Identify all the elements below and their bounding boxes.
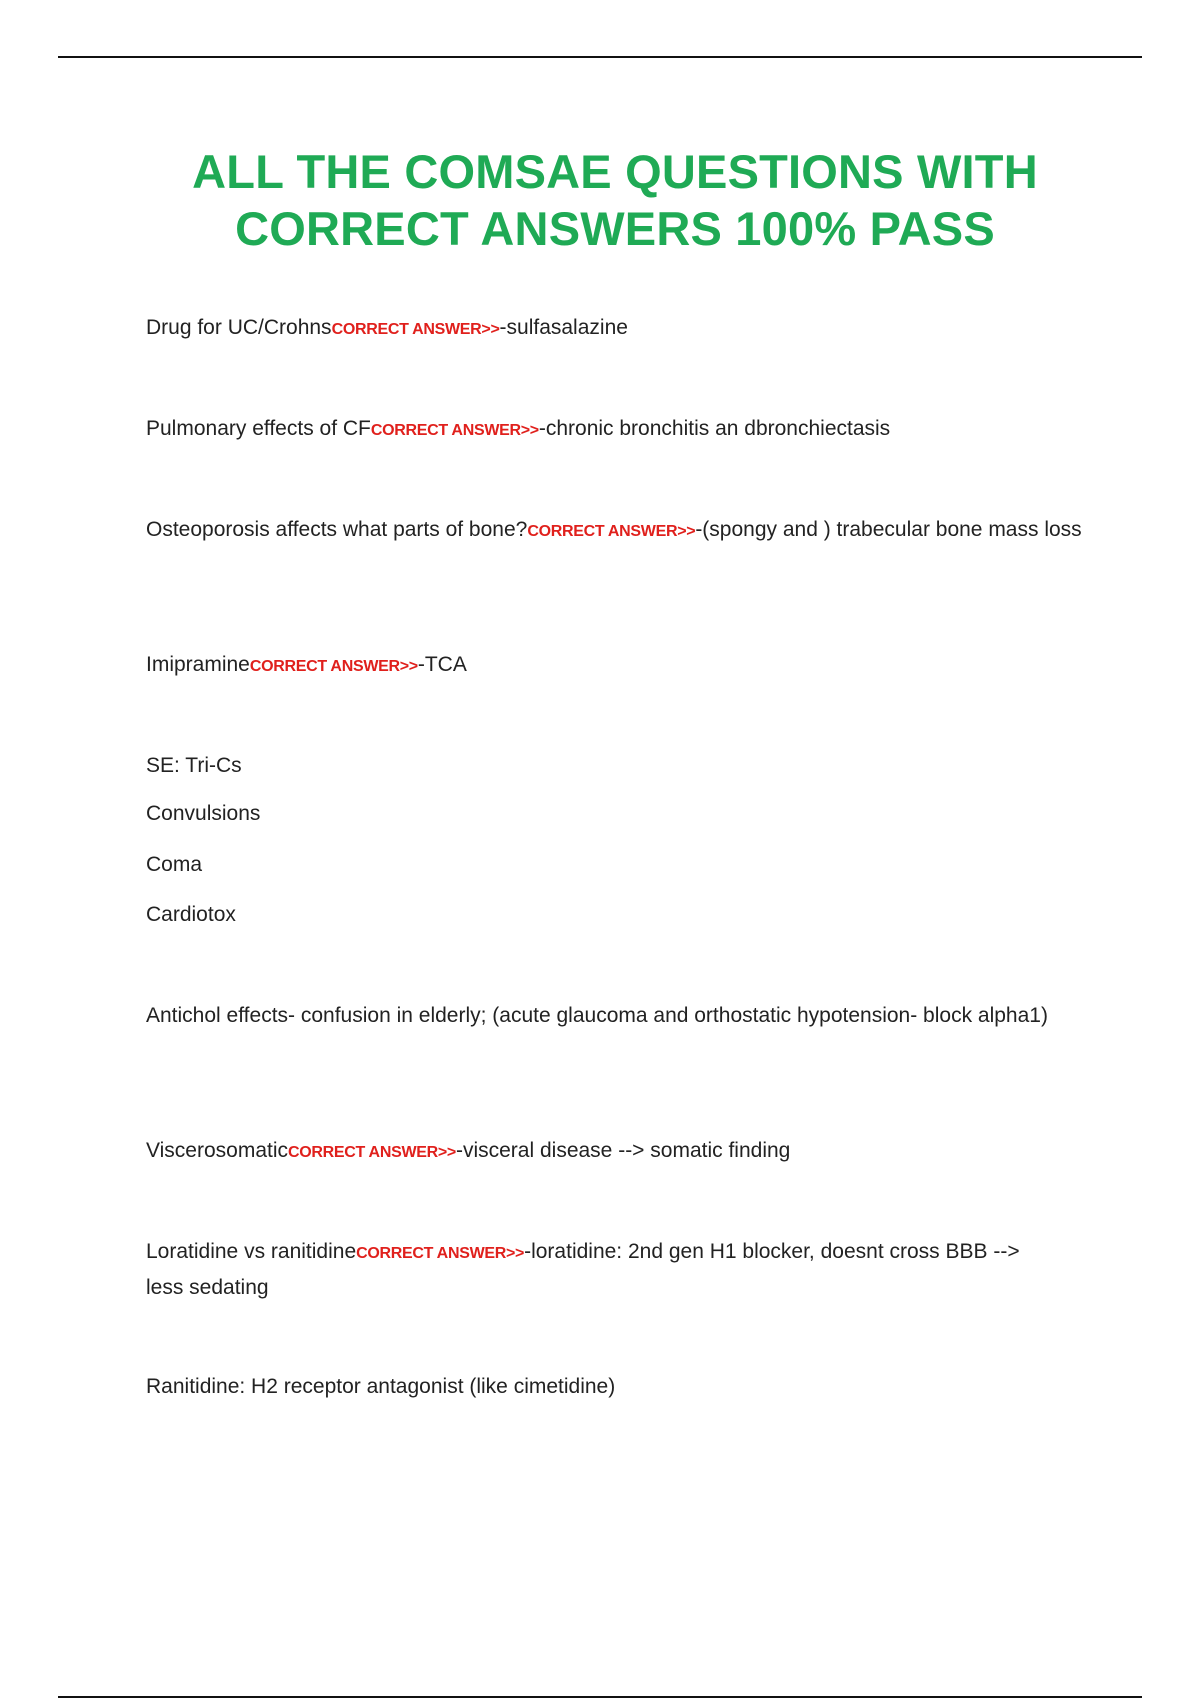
title-line-2: CORRECT ANSWERS 100% PASS	[235, 202, 995, 255]
qa-entry	[146, 513, 1086, 549]
correct-answer-marker: CORRECT ANSWER>>	[370, 422, 539, 439]
question-text: Osteoporosis affects what parts of bone?	[146, 518, 528, 541]
title-line-1: ALL THE COMSAE QUESTIONS WITH	[192, 145, 1038, 198]
header-rule	[58, 56, 1142, 58]
question-text: Loratidine vs ranitidine	[146, 1240, 357, 1263]
answer-text: -TCA	[417, 653, 467, 676]
answer-text: -loratidine: 2nd gen H1 blocker, doesnt cross BBB --> less sedating	[146, 1240, 1020, 1299]
question-text: Viscerosomatic	[146, 1139, 288, 1162]
answer-text: -sulfasalazine	[499, 316, 628, 339]
answer-text: -visceral disease --> somatic finding	[455, 1139, 791, 1162]
footer-rule	[58, 1696, 1142, 1698]
correct-answer-marker: CORRECT ANSWER>>	[288, 1144, 456, 1161]
qa-entry	[146, 1235, 1046, 1305]
correct-answer-marker: CORRECT ANSWER>>	[331, 321, 500, 338]
side-effect-item: Coma	[146, 853, 203, 876]
side-effect-item: Cardiotox	[146, 903, 236, 926]
qa-entry	[146, 412, 1086, 448]
side-effect-item: Convulsions	[146, 802, 261, 825]
side-effects-heading: SE: Tri-Cs	[146, 754, 242, 777]
correct-answer-marker: CORRECT ANSWER>>	[527, 523, 696, 540]
answer-text: -chronic bronchitis an dbronchiectasis	[538, 417, 891, 440]
question-text: Drug for UC/Crohns	[146, 316, 332, 339]
question-text: Pulmonary effects of CF	[146, 417, 371, 440]
qa-entry	[146, 648, 1086, 684]
answer-text: -(spongy and ) trabecular bone mass loss	[695, 518, 1082, 541]
document-title	[0, 143, 1200, 257]
qa-entry	[146, 1134, 1086, 1170]
correct-answer-marker: CORRECT ANSWER>>	[249, 658, 418, 675]
qa-entry	[146, 311, 1086, 347]
question-text: Imipramine	[146, 653, 250, 676]
antichol-effects-text: Antichol effects- confusion in elderly; (acute glaucoma and orthostatic hypotension- block alpha1)	[146, 1004, 1048, 1027]
ranitidine-text: Ranitidine: H2 receptor antagonist (like cimetidine)	[146, 1375, 616, 1398]
correct-answer-marker: CORRECT ANSWER>>	[356, 1245, 525, 1262]
